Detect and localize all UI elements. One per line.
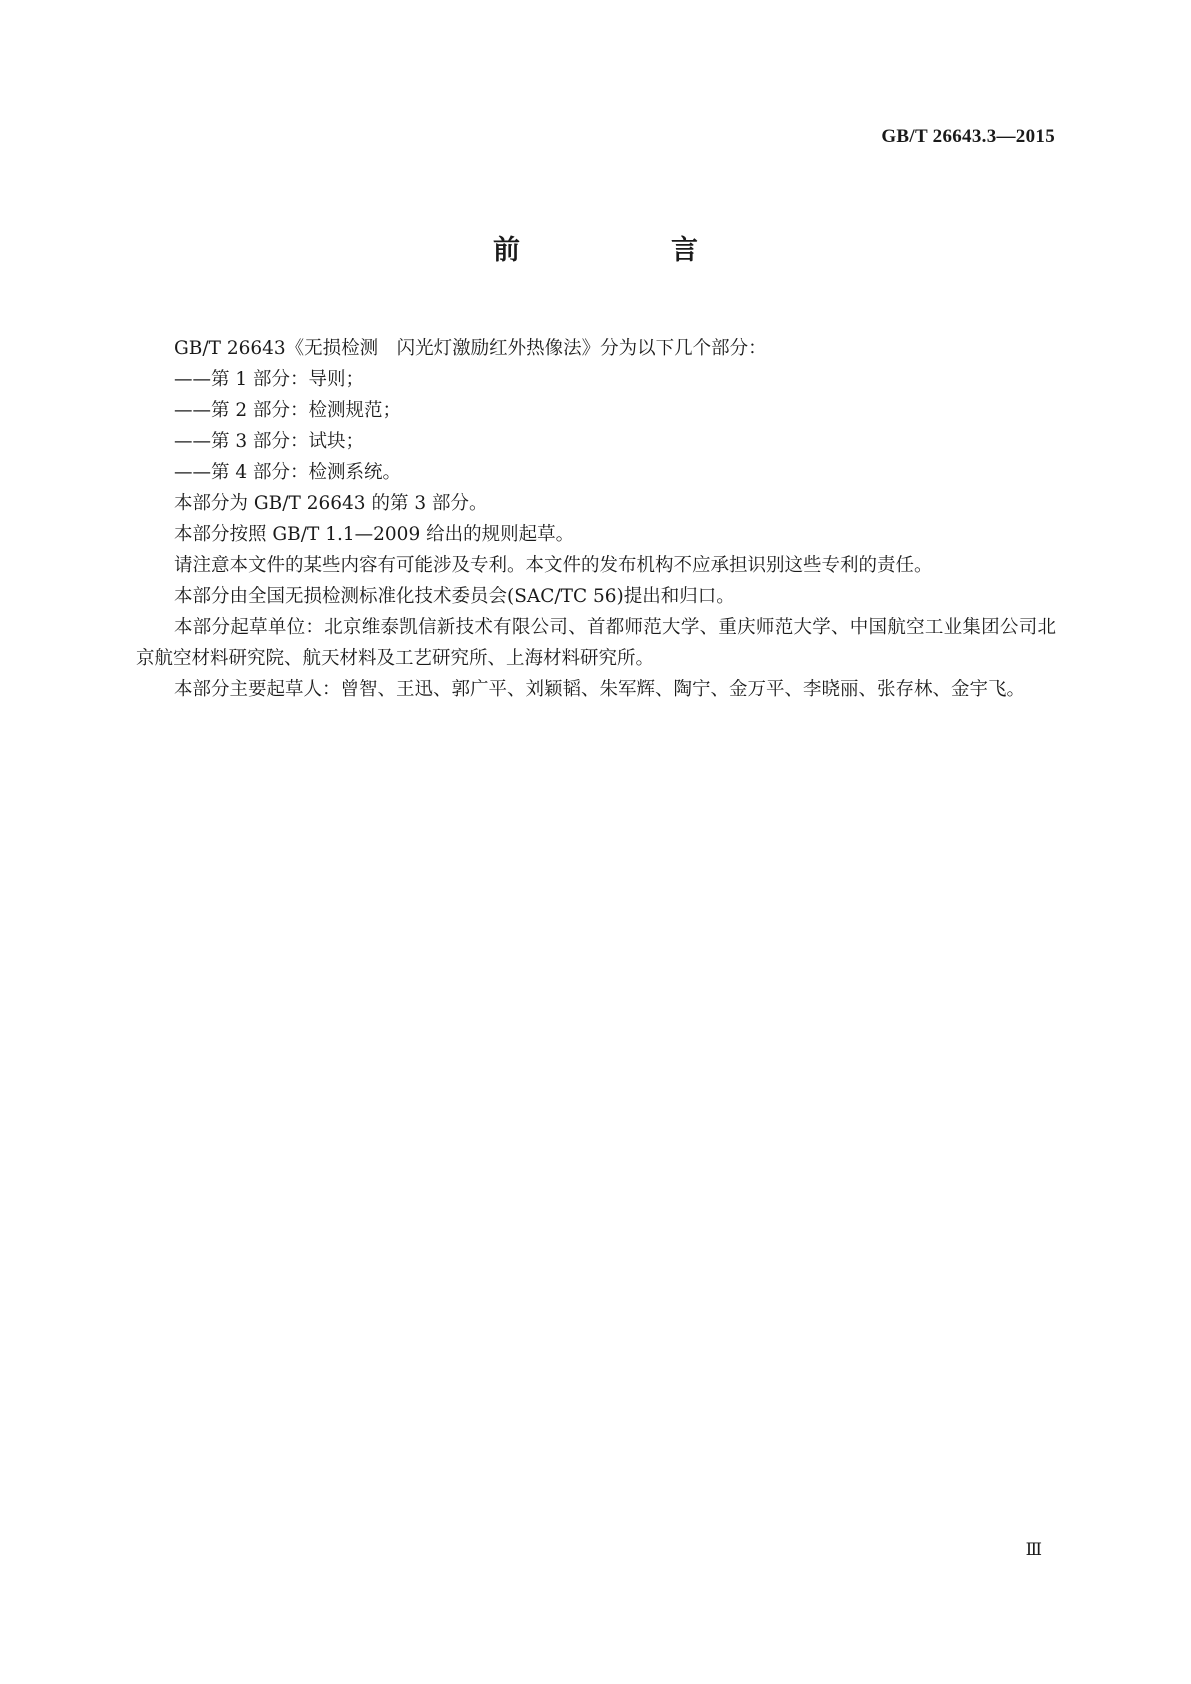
patent-notice-paragraph: 请注意本文件的某些内容有可能涉及专利。本文件的发布机构不应承担识别这些专利的责任。: [174, 555, 933, 576]
list-item: ——第 2 部分：检测规范；: [174, 400, 402, 421]
page-title: 前 言: [493, 235, 760, 266]
list-item: ——第 1 部分：导则；: [174, 369, 365, 390]
page-number: Ⅲ: [1025, 1540, 1042, 1559]
drafting-units-paragraph: 本部分起草单位：北京维泰凯信新技术有限公司、首都师范大学、重庆师范大学、中国航空工业集团公司北京航空材料研究院、航天材料及工艺研究所、上海材料研究所。: [136, 617, 1056, 669]
intro-paragraph: GB/T 26643《无损检测 闪光灯激励红外热像法》分为以下几个部分：: [174, 338, 767, 359]
standard-code: GB/T 26643.3—2015: [881, 126, 1055, 147]
list-item: ——第 3 部分：试块；: [174, 431, 365, 452]
drafting-rules-paragraph: 本部分按照 GB/T 1.1—2009 给出的规则起草。: [174, 524, 575, 545]
committee-paragraph: 本部分由全国无损检测标准化技术委员会(SAC/TC 56)提出和归口。: [174, 586, 735, 607]
part-statement-paragraph: 本部分为 GB/T 26643 的第 3 部分。: [174, 493, 488, 514]
foreword-body: [136, 333, 1056, 705]
drafters-paragraph: 本部分主要起草人：曾智、王迅、郭广平、刘颖韬、朱军辉、陶宁、金万平、李晓丽、张存林、金宇飞。: [174, 679, 1026, 700]
list-item: ——第 4 部分：检测系统。: [174, 462, 402, 483]
